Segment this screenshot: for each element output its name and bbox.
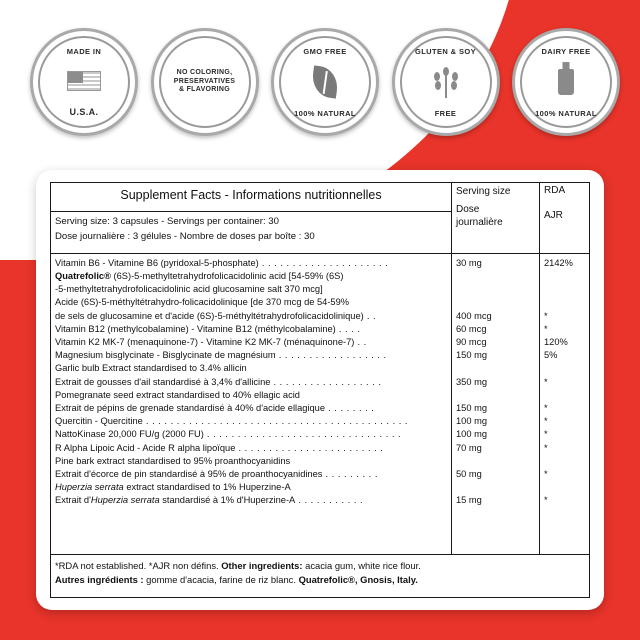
rda-header-fr: AJR [544, 210, 563, 221]
ingredient-rda-spacer [544, 270, 585, 283]
ingredient-amount-spacer [456, 283, 535, 296]
wheat-icon [431, 66, 461, 98]
ingredient-rda-spacer [544, 481, 585, 494]
ingredient-rda-spacer [544, 455, 585, 468]
ingredient-amount-spacer [456, 296, 535, 309]
ingredient-line: Vitamin B12 (methylcobalamine) - Vitamine B12 (méthylcobalamine) . . . . [55, 323, 361, 334]
footer-other-ingredients-label: Other ingredients: [221, 559, 306, 571]
ingredient-amount: 400 mcg [456, 310, 492, 321]
supplement-facts-panel [36, 170, 604, 610]
rda-header-en: RDA [544, 185, 566, 196]
ingredient-rda-spacer [544, 283, 585, 296]
footer-other-ingredients-value: acacia gum, white rice flour. [305, 559, 421, 571]
ingredient-amount: 50 mg [456, 468, 482, 479]
ingredient-amount: 100 mg [456, 416, 488, 427]
serving-size-header-fr-1: Dose [456, 203, 480, 215]
footer-autres-ingredients-value: gomme d'acacia, farine de riz blanc. [146, 573, 299, 585]
ingredient-amount-spacer [456, 270, 535, 283]
ingredient-rda: * [544, 495, 548, 506]
ingredient-rda-cell [540, 253, 590, 554]
ingredient-line: Magnesium bisglycinate - Bisglycinate de magnésium . . . . . . . . . . . . . . . . . . [55, 350, 387, 361]
ingredient-rda: * [544, 429, 548, 440]
ingredient-rda: * [544, 416, 548, 427]
ingredient-line: Extrait d'Huperzia serrata standardisé à 1% d'Huperzine-A . . . . . . . . . . . [55, 495, 364, 506]
badge-gmo-free-top: GMO FREE [303, 47, 347, 56]
other-ingredients-footer [51, 554, 590, 597]
ingredient-line: Acide (6S)-5-méthyltétrahydro-folicacidolinique [de 370 mcg de 54-59% [55, 297, 350, 308]
ingredient-rda: 2142% [544, 257, 573, 268]
ingredient-rda: * [544, 442, 548, 453]
ingredient-line: NattoKinase 20,000 FU/g (2000 FU) . . . . . . . . . . . . . . . . . . . . . . . . . . . . . . . . [55, 429, 402, 440]
ingredient-line: Extrait de pépins de grenade standardisé à 40% d'acide ellagique . . . . . . . . [55, 402, 375, 413]
ingredient-amount-spacer [456, 481, 535, 494]
ingredient-line: Extrait de gousses d'ail standardisé à 3,4% d'allicine . . . . . . . . . . . . . . . . . . [55, 376, 382, 387]
supplement-facts-table [50, 182, 590, 598]
badge-no-coloring-line2: PRESERVATIVES [173, 77, 236, 85]
usa-flag-icon [67, 71, 101, 91]
ingredient-rda: * [544, 402, 548, 413]
ingredient-names-cell [51, 253, 452, 554]
badge-no-coloring-line3: & FLAVORING [178, 86, 230, 94]
ingredient-line: Huperzia serrata extract standardised to 1% Huperzine-A [55, 482, 291, 493]
ingredient-amount-spacer [456, 362, 535, 375]
footer-autres-ingredients-label: Autres ingrédients : [55, 573, 147, 585]
badge-made-in-usa [30, 28, 138, 136]
serving-size-header [452, 183, 540, 254]
panel-title: Supplement Facts - Informations nutritionnelles [51, 183, 452, 212]
serving-info-en: Serving size: 3 capsules - Servings per container: 30 [55, 216, 279, 228]
ingredient-rda: * [544, 376, 548, 387]
ingredient-line: Garlic bulb Extract standardised to 3.4% allicin [55, 363, 247, 374]
ingredient-line: Extrait d'écorce de pin standardisé à 95% de proanthocyanidines . . . . . . . . . [55, 468, 378, 479]
ingredient-rda-spacer [544, 296, 585, 309]
ingredient-amount: 70 mg [456, 442, 482, 453]
ingredients-row [51, 253, 590, 554]
serving-info-fr: Dose journalière : 3 gélules - Nombre de doses par boîte : 30 [55, 230, 315, 242]
ingredient-line: Vitamin B6 - Vitamine B6 (pyridoxal-5-phosphate) . . . . . . . . . . . . . . . . . . . . . [55, 257, 389, 268]
ingredient-line: Quercitin - Quercitine . . . . . . . . . . . . . . . . . . . . . . . . . . . . . . . . . . . . . . . . . . . [55, 416, 408, 427]
table-header-row [51, 183, 590, 212]
ingredient-line: R Alpha Lipoic Acid - Acide R alpha lipoïque . . . . . . . . . . . . . . . . . . . . . . . . [55, 442, 384, 453]
ingredient-amount: 150 mg [456, 350, 488, 361]
ingredient-amount: 60 mcg [456, 323, 487, 334]
ingredient-line: Quatrefolic® (6S)-5-methyltetrahydrofolicacidolinic acid [54-59% (6S) [55, 271, 344, 282]
ingredient-line: Pine bark extract standardised to 95% proanthocyanidins [55, 455, 291, 466]
ingredient-amount-spacer [456, 455, 535, 468]
serving-info-cell [51, 212, 452, 254]
ingredient-amounts-cell [452, 253, 540, 554]
badge-dairy-free-top: DAIRY FREE [541, 47, 591, 56]
milk-bottle-icon [558, 69, 574, 95]
badge-dairy-free [512, 28, 620, 136]
ingredient-line: Pomegranate seed extract standardised to 40% ellagic acid [55, 389, 300, 400]
ingredient-amount: 30 mg [456, 257, 482, 268]
badge-gluten-soy-free-top: GLUTEN & SOY [414, 47, 477, 56]
ingredient-amount-spacer [456, 389, 535, 402]
ingredient-rda-spacer [544, 389, 585, 402]
badge-gmo-free [271, 28, 379, 136]
ingredient-rda: * [544, 468, 548, 479]
rda-header [540, 183, 590, 254]
ingredient-line: de sels de glucosamine et d'acide (6S)-5-méthyltétrahydrofolicacidolinique) . . [55, 310, 377, 321]
footer-rda-note: *RDA not established. *AJR non défins. [55, 559, 222, 571]
badge-dairy-free-bottom: 100% NATURAL [535, 109, 597, 118]
badge-gmo-free-bottom: 100% NATURAL [294, 109, 356, 118]
ingredient-amount: 90 mcg [456, 337, 487, 348]
certification-badges [30, 28, 620, 144]
ingredient-amount: 15 mg [456, 495, 482, 506]
ingredient-rda-spacer [544, 362, 585, 375]
ingredient-line: -5-methyltetrahydrofolicacidolinic acid glucosamine salt 370 mcg] [55, 284, 323, 295]
leaf-icon [312, 67, 338, 97]
ingredient-rda: * [544, 323, 548, 334]
footer-quatrefolic-note: Quatrefolic®, Gnosis, Italy. [298, 573, 418, 585]
ingredient-line: Vitamin K2 MK-7 (menaquinone-7) - Vitamine K2 MK-7 (ménaquinone-7) . . [55, 337, 367, 348]
serving-size-header-en: Serving size [456, 186, 511, 197]
ingredient-amount: 100 mg [456, 429, 488, 440]
badge-made-in-usa-top: MADE IN [66, 47, 102, 56]
badge-no-coloring-line1: NO COLORING, [176, 68, 233, 76]
footer-row [51, 554, 590, 597]
badge-gluten-soy-free [392, 28, 500, 136]
badge-no-coloring [151, 28, 259, 136]
serving-size-header-fr-2: journalière [456, 217, 503, 228]
badge-gluten-soy-free-bottom: FREE [434, 108, 457, 118]
badge-made-in-usa-bottom: U.S.A. [69, 106, 99, 117]
ingredient-rda: 5% [544, 350, 558, 361]
ingredient-rda: * [544, 310, 548, 321]
ingredient-rda: 120% [544, 337, 568, 348]
ingredient-amount: 350 mg [456, 376, 488, 387]
ingredient-amount: 150 mg [456, 402, 488, 413]
